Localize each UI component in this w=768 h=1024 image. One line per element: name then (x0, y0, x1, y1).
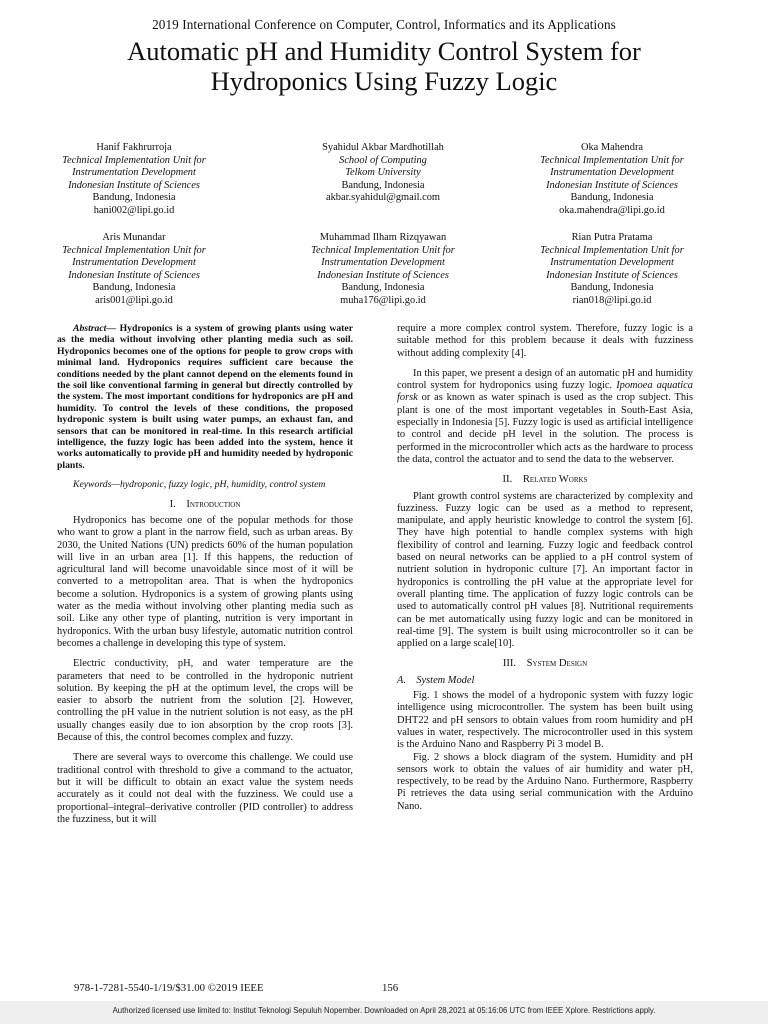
author-affiliation: Technical Implementation Unit for (62, 154, 206, 166)
author-block (512, 232, 712, 308)
author-block (512, 142, 712, 218)
abstract-text: Hydroponics is a system of growing plants using water as the media without involving other planting media such as soil. Hydroponics becomes one of the options for people to grow crops with minimal land. Hydroponics requires sufficient care because the conditions needed by the plant cannot depend on the elements found in the soil like conventional farming in general but directly controlled by the system. The most important conditions for hydroponics are pH and humidity. To control the levels of these conditions, the proposed hydroponic system is built using water pumps, an exhaust fan, and sensors that can be monitored in real-time. In this research artificial intelligence, the fuzzy logic has been added into the system, hence it works automatically to provide pH and humidity needed by hydroponic plants. (57, 323, 353, 471)
author-location: Bandung, Indonesia (341, 282, 425, 294)
page-number: 156 (382, 982, 399, 994)
paragraph: Fig. 1 shows the model of a hydroponic system with fuzzy logic intelligence using microcontroller. The system has been built using DHT22 and pH sensors to obtain values from room humidity and pH values in water, respectively. The microcontroller used in this system is the Arduino Nano and Raspberry Pi 3 model B. (397, 690, 693, 751)
paragraph: Electric conductivity, pH, and water temperature are the parameters that need to be controlled in the hydroponic nutrient solution. By keeping the pH at the optimum level, the crops will be easier to absorb the nutrient from the solution [2]. However, controlling the pH value in the nutrient solution is not easy, as the pH usually changes easily due to ion absorption by the crop roots [3]. Because of this, the control becomes complex and fuzzy. (57, 658, 353, 744)
section-heading-related-works: II. Related Works (502, 474, 588, 486)
author-name: Hanif Fakhrurroja (96, 142, 172, 153)
license-notice: Authorized licensed use limited to: Institut Teknologi Sepuluh Nopember. Downloaded on April 28,2021 at 05:16:06 UTC from IEEE Xplore. Restrictions apply. (112, 1006, 656, 1015)
subsection-heading-system-model: A. System Model (397, 674, 475, 686)
author-affiliation: School of Computing (339, 154, 427, 166)
section-heading-system-design: III. System Design (502, 658, 588, 670)
author-email: akbar.syahidul@gmail.com (325, 192, 441, 204)
author-location: Bandung, Indonesia (92, 282, 176, 294)
author-email: rian018@lipi.go.id (572, 294, 652, 306)
section-heading-introduction: I. Introduction (169, 498, 241, 510)
author-location: Bandung, Indonesia (92, 192, 176, 204)
abstract (57, 323, 353, 471)
species-name: Ipomoea aquatica forsk (397, 380, 693, 404)
paragraph: There are several ways to overcome this challenge. We could use traditional control with threshold to give a command to the actuator, but it will be difficult to obtain an exact value the system needs accurately as it could not deal with the fuzziness. We could use a proportional–integral–derivative controller (PID controller) to address the fuzziness, but it will (57, 752, 353, 825)
paper-title (40, 36, 728, 96)
paragraph (397, 368, 693, 466)
author-affiliation: Indonesian Institute of Sciences (317, 269, 449, 281)
author-affiliation: Instrumentation Development (550, 167, 674, 179)
conference-header: 2019 International Conference on Computer, Control, Informatics and its Applications (152, 17, 616, 32)
paragraph: Fig. 2 shows a block diagram of the system. Humidity and pH sensors work to obtain the values of air humidity and water pH, respectively, to be read by the Arduino Nano. Furthermore, Raspberry Pi retrieves the data using serial communication with the Arduino Nano. (397, 751, 693, 812)
left-column (57, 323, 353, 826)
author-location: Bandung, Indonesia (570, 192, 654, 204)
author-affiliation: Indonesian Institute of Sciences (68, 269, 200, 281)
author-affiliation: Technical Implementation Unit for (311, 244, 455, 256)
author-affiliation: Indonesian Institute of Sciences (68, 179, 200, 191)
paragraph: Plant growth control systems are characterized by complexity and fuzziness. Fuzzy logic can be used as a method to represent, manipulate, and apply heuristic knowledge to control the system [6]. They have high potential to handle complex systems with high flexibility of control and learning. Fuzzy logic and feedback control based on neural networks can be applied to a pH control system of nutrient solution in hydroponic culture [7]. An important factor in hydroponics is controlling the pH value at the appropriate level for overall planting time. The application of fuzzy logic controls can be used to automatically control pH values [8]. Nutritional requirements can be met automatically using fuzzy logic and can be monitored in real-time [9]. The system is built using microcontroller so it can be applied on a large scale[10]. (397, 490, 693, 650)
author-name: Syahidul Akbar Mardhotillah (322, 142, 444, 153)
author-affiliation: Instrumentation Development (321, 257, 445, 269)
author-name: Rian Putra Pratama (571, 232, 653, 243)
author-email: aris001@lipi.go.id (95, 294, 173, 306)
paragraph-text: or as known as water spinach is used as the crop subject. This plant is one of the most important vegetables in South-East Asia, especially in Indonesia [5]. Fuzzy logic is used as artificial intelligence to control and decide pH level in the solution. The process is performed in the microcontroller which acts as the hardware to process the data, control the actuator and to send the data to the webserver. (397, 392, 693, 465)
author-affiliation: Telkom University (345, 167, 421, 179)
author-email: muha176@lipi.go.id (340, 294, 426, 306)
right-column (397, 323, 693, 813)
title-line-2: Hydroponics Using Fuzzy Logic (210, 66, 558, 96)
author-block (34, 142, 234, 218)
author-block (283, 232, 483, 308)
author-email: oka.mahendra@lipi.go.id (559, 204, 665, 216)
author-affiliation: Technical Implementation Unit for (62, 244, 206, 256)
author-affiliation: Indonesian Institute of Sciences (546, 269, 678, 281)
title-line-1: Automatic pH and Humidity Control System for (127, 36, 641, 66)
author-affiliation: Technical Implementation Unit for (540, 154, 684, 166)
author-location: Bandung, Indonesia (570, 282, 654, 294)
author-affiliation: Indonesian Institute of Sciences (546, 179, 678, 191)
author-affiliation: Technical Implementation Unit for (540, 244, 684, 256)
author-name: Oka Mahendra (580, 142, 644, 153)
paragraph-text: In this paper, we present a design of an automatic pH and humidity control system for hydroponics using fuzzy logic. (397, 367, 693, 392)
author-email: hani002@lipi.go.id (93, 204, 175, 216)
author-name: Aris Munandar (102, 232, 166, 243)
footer-isbn: 978-1-7281-5540-1/19/$31.00 ©2019 IEEE (74, 982, 264, 994)
paragraph: Hydroponics has become one of the popular methods for those who want to grow a plant in the narrow field, such as urban areas. By 2030, the United Nations (UN) predicts 60% of the human population will live in an urban area [1]. If this happens, the reduction of agricultural land will become unavoidable since most of it will be converted to a metropolitan area. That is when the hydroponics become a solution. Hydroponics is a system of growing plants using water as the media without involving other planting media such as soil. Like any other type of planting, nutrition is very important in hydroponics. With the urban busy lifestyle, automatic nutrition control becomes a challenge in developing this type of system. (57, 514, 353, 649)
abstract-label: Abstract— (73, 323, 117, 334)
author-name: Muhammad Ilham Rizqyawan (319, 232, 447, 243)
author-block (34, 232, 234, 308)
author-affiliation: Instrumentation Development (72, 257, 196, 269)
author-location: Bandung, Indonesia (341, 179, 425, 191)
keywords: Keywords—hydroponic, fuzzy logic, pH, humidity, control system (73, 479, 326, 491)
author-affiliation: Instrumentation Development (550, 257, 674, 269)
author-affiliation: Instrumentation Development (72, 167, 196, 179)
paragraph: require a more complex control system. Therefore, fuzzy logic is a suitable method for this problem because it deals with fuzziness without adding complexity [4]. (397, 323, 693, 359)
author-block (283, 142, 483, 205)
